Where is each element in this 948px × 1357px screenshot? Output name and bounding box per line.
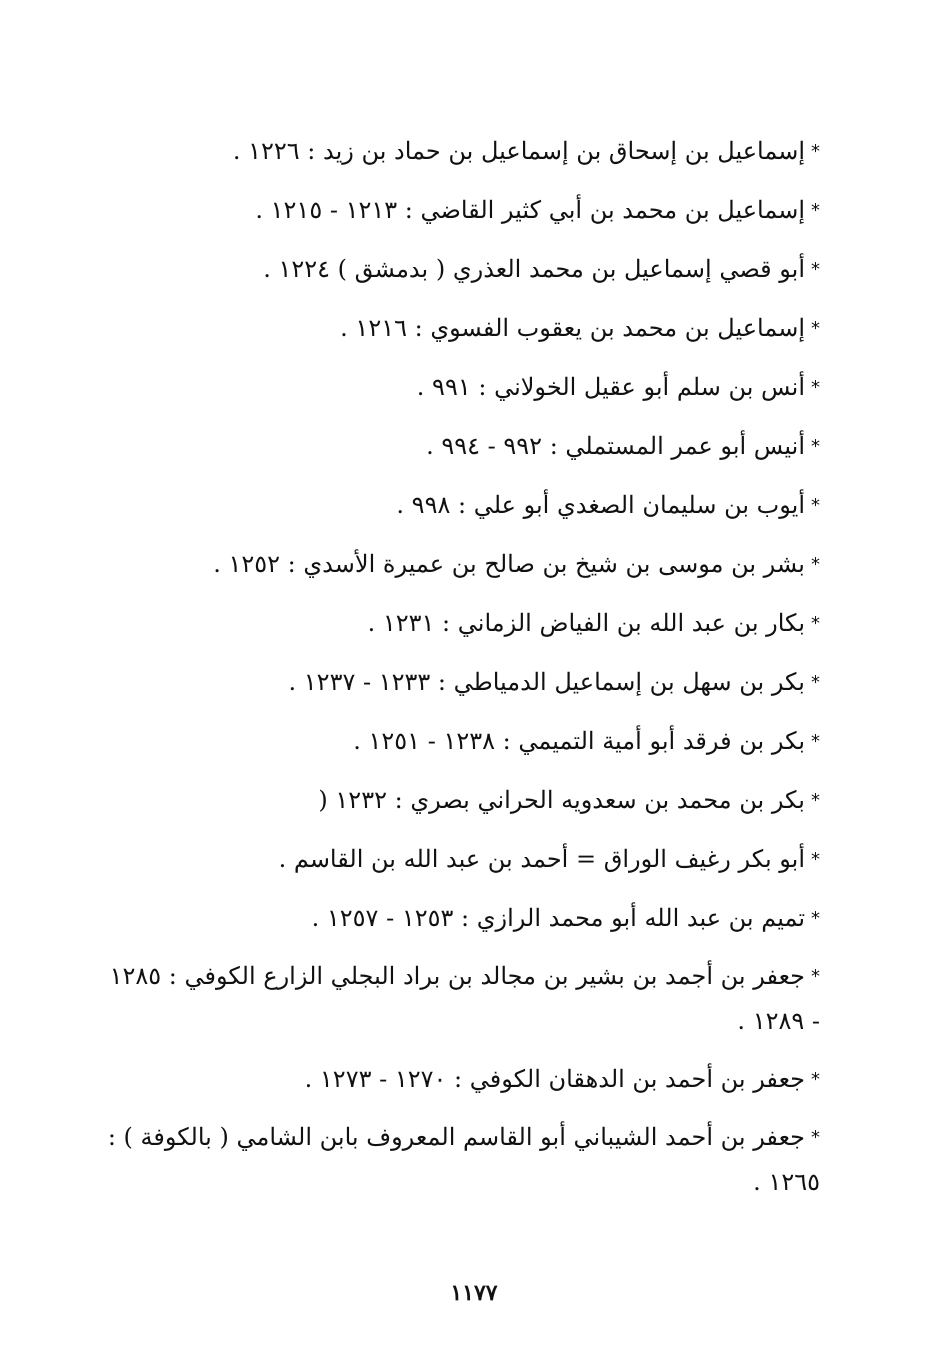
bullet-star: *	[811, 318, 820, 339]
entry-text: بكار بن عبد الله بن الفياض الزماني : ١٢٣١ .	[367, 609, 805, 637]
index-entry	[100, 122, 820, 181]
entry-text: جعفر بن أحمد بن الدهقان الكوفي : ١٢٧٠ - ١٢٧٣ .	[304, 1065, 805, 1093]
bullet-star: *	[811, 554, 820, 575]
entry-text: أيوب بن سليمان الصغدي أبو علي : ٩٩٨ .	[396, 491, 805, 519]
index-entry	[100, 889, 820, 948]
entry-text: إسماعيل بن إسحاق بن إسماعيل بن حماد بن زيد : ١٢٢٦ .	[232, 137, 805, 165]
entry-text: جعفر بن أجمد بن بشير بن مجالد بن براد البجلي الزارع الكوفي : ١٢٨٥ - ١٢٨٩ .	[109, 962, 820, 1035]
entry-text: بشر بن موسى بن شيخ بن صالح بن عميرة الأسدي : ١٢٥٢ .	[213, 550, 805, 578]
entry-text: بكر بن محمد بن سعدويه الحراني بصري : ١٢٣٢ (	[318, 786, 805, 814]
bullet-star: *	[811, 1127, 820, 1148]
bullet-star: *	[811, 672, 820, 693]
entry-text: أنس بن سلم أبو عقيل الخولاني : ٩٩١ .	[416, 373, 805, 401]
bullet-star: *	[811, 613, 820, 634]
bullet-star: *	[811, 495, 820, 516]
bullet-star: *	[811, 966, 820, 987]
bullet-star: *	[811, 908, 820, 929]
entry-text: أبو قصي إسماعيل بن محمد العذري ( بدمشق ) ١٢٢٤ .	[263, 255, 805, 283]
bullet-star: *	[811, 1069, 820, 1090]
index-entry	[100, 1115, 820, 1205]
bullet-star: *	[811, 731, 820, 752]
index-entry	[100, 954, 820, 1044]
index-entry	[100, 240, 820, 299]
index-entry	[100, 712, 820, 771]
index-entry	[100, 181, 820, 240]
index-entry	[100, 1050, 820, 1109]
index-entry	[100, 830, 820, 889]
bullet-star: *	[811, 436, 820, 457]
index-entry	[100, 476, 820, 535]
entry-text: أبو بكر رغيف الوراق = أحمد بن عبد الله بن القاسم .	[278, 845, 805, 873]
entry-text: بكر بن فرقد أبو أمية التميمي : ١٢٣٨ - ١٢٥١ .	[353, 727, 805, 755]
index-entry	[100, 417, 820, 476]
bullet-star: *	[811, 790, 820, 811]
index-entry	[100, 358, 820, 417]
entry-text: جعفر بن أحمد الشيباني أبو القاسم المعروف بابن الشامي ( بالكوفة ) : ١٢٦٥ .	[107, 1123, 820, 1196]
bullet-star: *	[811, 259, 820, 280]
bullet-star: *	[811, 200, 820, 221]
page-number: ١١٧٧	[450, 1280, 498, 1306]
entry-text: إسماعيل بن محمد بن أبي كثير القاضي : ١٢١٣ - ١٢١٥ .	[255, 196, 805, 224]
entry-text: بكر بن سهل بن إسماعيل الدمياطي : ١٢٣٣ - ١٢٣٧ .	[288, 668, 805, 696]
bullet-star: *	[811, 849, 820, 870]
bullet-star: *	[811, 141, 820, 162]
index-entry	[100, 299, 820, 358]
entry-text: تميم بن عبد الله أبو محمد الرازي : ١٢٥٣ - ١٢٥٧ .	[311, 904, 805, 932]
index-entry	[100, 594, 820, 653]
index-entry	[100, 535, 820, 594]
index-entries	[100, 122, 820, 1211]
index-entry	[100, 653, 820, 712]
bullet-star: *	[811, 377, 820, 398]
entry-text: أنيس أبو عمر المستملي : ٩٩٢ - ٩٩٤ .	[426, 432, 805, 460]
entry-text: إسماعيل بن محمد بن يعقوب الفسوي : ١٢١٦ .	[340, 314, 805, 342]
index-entry	[100, 771, 820, 830]
